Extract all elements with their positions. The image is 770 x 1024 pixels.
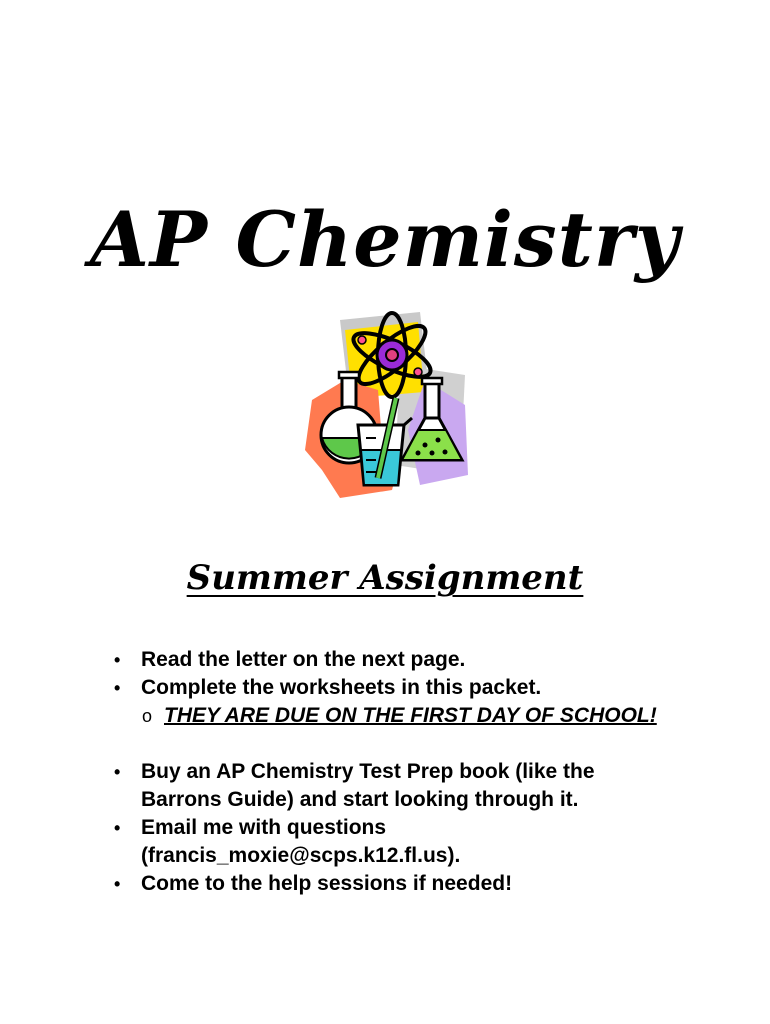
bullet-icon: •: [114, 762, 121, 782]
subtitle: [0, 553, 770, 603]
bullet-icon: •: [114, 874, 121, 894]
due-date-notice: THEY ARE DUE ON THE FIRST DAY OF SCHOOL!: [164, 704, 657, 727]
list-item-text: Buy an AP Chemistry Test Prep book (like the: [141, 760, 595, 783]
list-item-text: Read the letter on the next page.: [141, 648, 466, 671]
email-address: (francis_moxie@scps.k12.fl.us).: [141, 844, 461, 867]
bullet-icon: •: [114, 818, 121, 838]
bullet-icon: •: [114, 678, 121, 698]
sub-bullet-icon: o: [142, 706, 153, 726]
chemistry-lab-icon: [300, 310, 475, 505]
list-item-text: Barrons Guide) and start looking through it.: [141, 788, 579, 811]
list-item-text: Complete the worksheets in this packet.: [141, 676, 542, 699]
bullet-icon: •: [114, 650, 121, 670]
subtitle-text: Summer Assignment: [186, 558, 584, 598]
list-item-text: Come to the help sessions if needed!: [141, 872, 513, 895]
document-title: AP Chemistry: [89, 195, 681, 284]
list-item-text: Email me with questions: [141, 816, 387, 839]
